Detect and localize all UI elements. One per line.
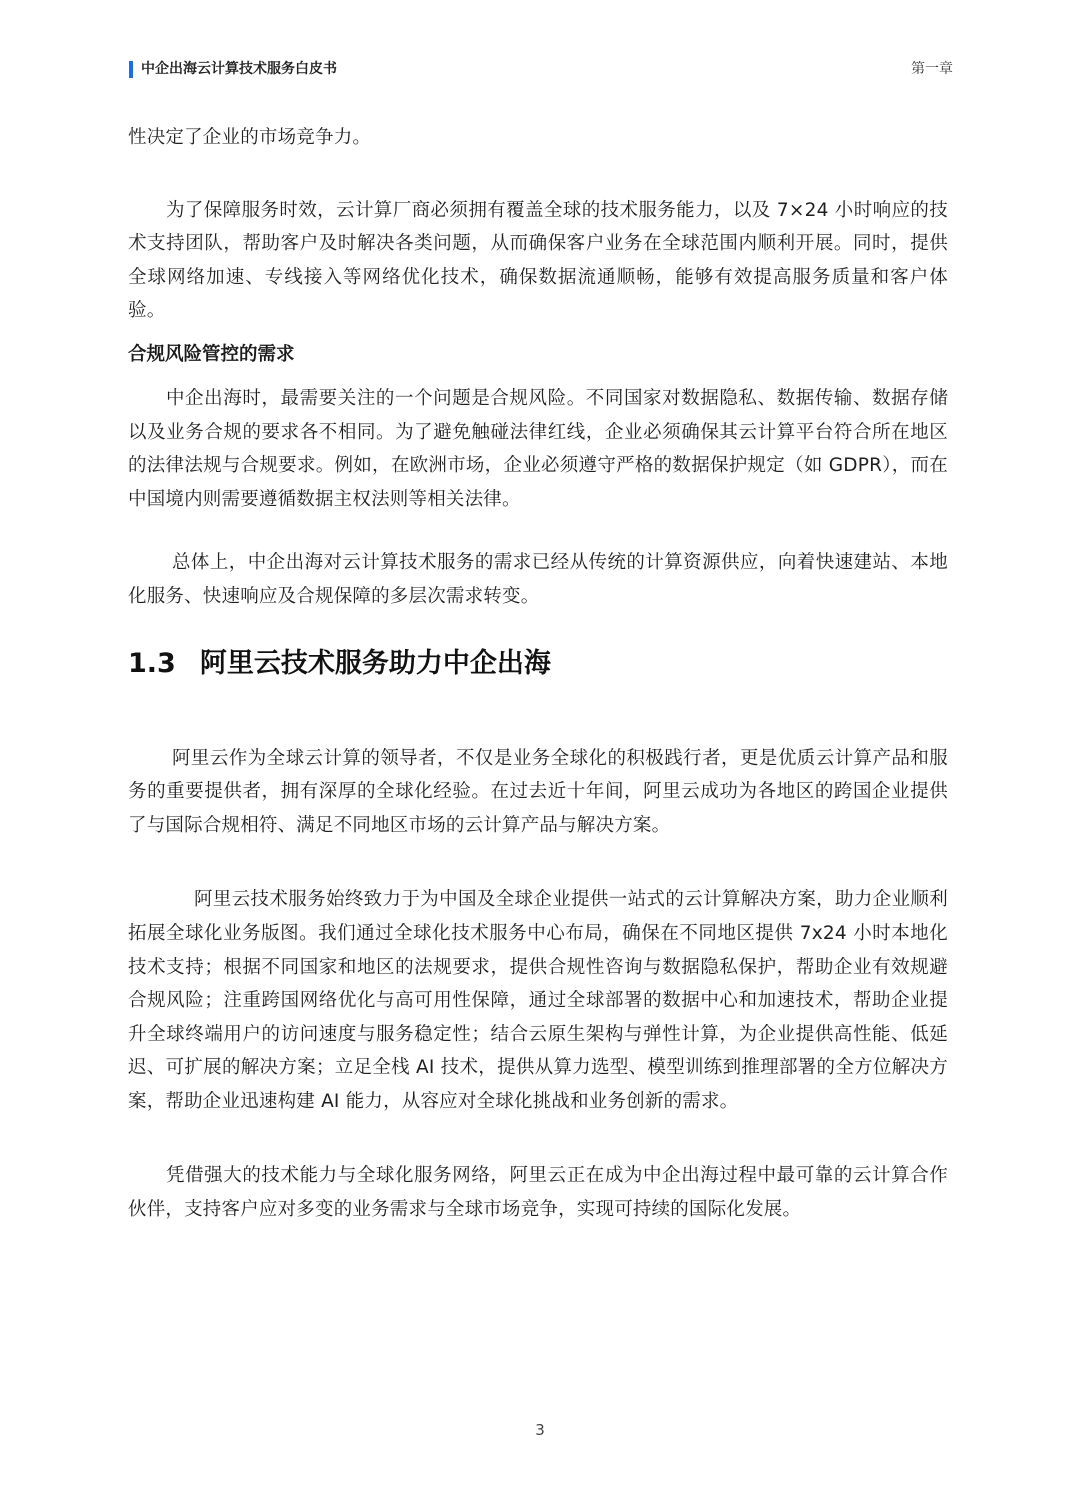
document-title: 中企出海云计算技术服务白皮书 [141, 61, 337, 77]
paragraph-aliyun-services: 阿里云技术服务始终致力于为中国及全球企业提供一站式的云计算解决方案，助力企业顺利拓展全球化业务版图。我们通过全球化技术服务中心布局，确保在不同地区提供 7x24 小时本地化技术支持；根据不同国家和地区的法规要求，提供合规性咨询与数据隐私保护，帮助企业有效规避合规风险；注重跨国网络优化与高可用性保障，通过全球部署的数据中心和加速技术，帮助企业提升全球终端用户的访问速度与服务稳定性；结合云原生架构与弹性计算，为企业提供高性能、低延迟、可扩展的解决方案；立足全栈 AI 技术，提供从算力选型、模型训练到推理部署的全方位解决方案，帮助企业迅速构建 AI 能力，从容应对全球化挑战和业务创新的需求。 [128, 889, 948, 1112]
paragraph-compliance-risk: 中企出海时，最需要关注的一个问题是合规风险。不同国家对数据隐私、数据传输、数据存储以及业务合规的要求各不相同。为了避免触碰法律红线，企业必须确保其云计算平台符合所在地区的法律法规与合规要求。例如，在欧洲市场，企业必须遵守严格的数据保护规定（如 GDPR），而在中国境内则需要遵循数据主权法则等相关法律。 [128, 387, 948, 510]
paragraph-aliyun-intro: 阿里云作为全球云计算的领导者，不仅是业务全球化的积极践行者，更是优质云计算产品和服务的重要提供者，拥有深厚的全球化经验。在过去近十年间，阿里云成功为各地区的跨国企业提供了与国际合规相符、满足不同地区市场的云计算产品与解决方案。 [128, 747, 948, 836]
section-heading [128, 644, 948, 684]
header-accent-bar [129, 61, 133, 78]
paragraph-summary: 总体上，中企出海对云计算技术服务的需求已经从传统的计算资源供应，向着快速建站、本地化服务、快速响应及合规保障的多层次需求转变。 [128, 552, 948, 607]
section-title: 阿里云技术服务助力中企出海 [199, 647, 551, 679]
page-header [129, 58, 953, 82]
page-number: 3 [535, 1421, 545, 1439]
paragraph-service-timeliness: 为了保障服务时效，云计算厂商必须拥有覆盖全球的技术服务能力，以及 7×24 小时响应的技术支持团队，帮助客户及时解决各类问题，从而确保客户业务在全球范围内顺利开展。同时，提供全球网络加速、专线接入等网络优化技术，确保数据流通顺畅，能够有效提高服务质量和客户体验。 [128, 199, 948, 322]
paragraph-continuation: 性决定了企业的市场竞争力。 [128, 127, 372, 148]
page-body [128, 121, 948, 1227]
paragraph-aliyun-conclusion: 凭借强大的技术能力与全球化服务网络，阿里云正在成为中企出海过程中最可靠的云计算合作伙伴，支持客户应对多变的业务需求与全球市场竞争，实现可持续的国际化发展。 [128, 1165, 948, 1221]
subheading-compliance: 合规风险管控的需求 [128, 343, 295, 365]
chapter-label: 第一章 [911, 61, 953, 77]
section-number: 1.3 [128, 647, 176, 679]
